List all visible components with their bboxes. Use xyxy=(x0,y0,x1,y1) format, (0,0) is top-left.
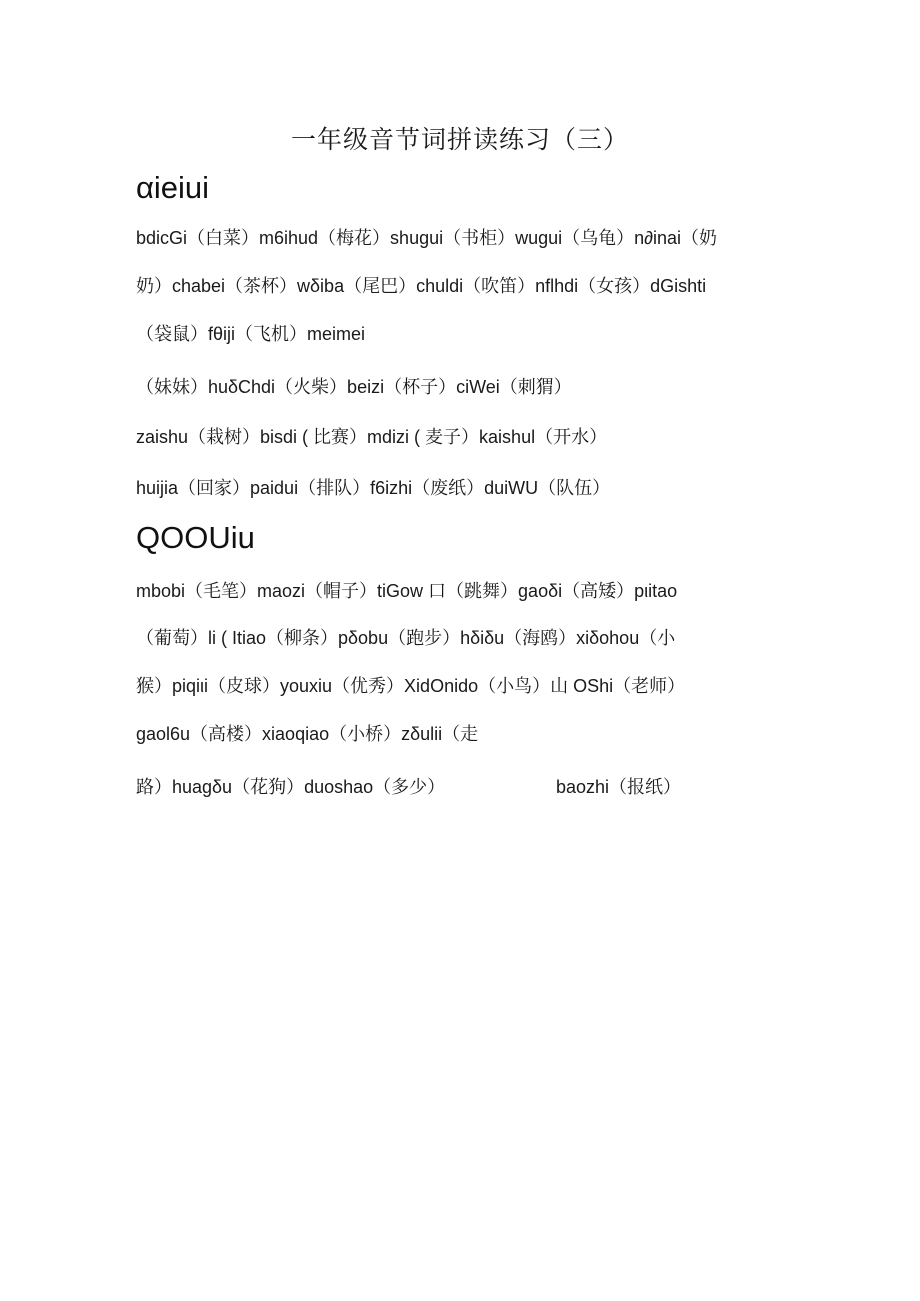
text-line xyxy=(136,374,572,400)
text-line xyxy=(136,321,365,347)
pinyin-word-line: （袋鼠）fθiji（飞机）meimei xyxy=(136,324,366,344)
pinyin-word-line: 奶）chabei（茶杯）wδiba（尾巴）chuldi（吹笛）nflhdi（女孩）dGishti xyxy=(136,276,707,296)
pinyin-word-line: 路）huagδu（花狗）duoshao（多少） xyxy=(136,777,446,797)
page-title: 一年级音节词拼读练习（三） xyxy=(290,125,629,154)
section-heading-ai-ei-ui: αieiui xyxy=(136,170,210,205)
text-line xyxy=(556,774,681,800)
pinyin-word-line: huijia（回家）paidui（排队）f6izhi（废纸）duiWU（队伍） xyxy=(136,478,611,498)
pinyin-word-line: 猴）piqiιi（皮球）youxiu（优秀）XidOnido（小鸟）山 OShi（老师） xyxy=(136,676,686,696)
text-line xyxy=(136,625,675,651)
text-line xyxy=(136,424,607,450)
text-line xyxy=(136,273,706,299)
pinyin-word-line: baozhi（报纸） xyxy=(556,777,682,797)
text-line xyxy=(136,475,610,501)
pinyin-word-line: bdicGi（白菜）m6ihud（梅花）shugui（书柜）wugui（乌龟）n∂inai（奶 xyxy=(136,228,718,248)
pinyin-word-line: gaol6u（高楼）xiaoqiao（小桥）zδulii（走 xyxy=(136,724,479,744)
pinyin-word-line: mbobi（毛笔）maozi（帽子）tiGow 口（跳舞）gaoδi（高矮）pιitao xyxy=(136,581,678,601)
text-line xyxy=(136,721,478,747)
pinyin-word-line: （妹妹）huδChdi（火柴）beizi（杯子）ciWei（刺猬） xyxy=(136,377,572,397)
section-heading-ao-ou-iu: QOOUiu xyxy=(136,520,255,555)
text-line xyxy=(136,774,445,800)
pinyin-word-line: （葡萄）li ( Itiao（柳条）pδobu（跑步）hδiδu（海鸥）xiδohou（小 xyxy=(136,628,676,648)
text-line xyxy=(136,578,677,604)
text-line xyxy=(136,673,685,699)
pinyin-word-line: zaishu（栽树）bisdi ( 比赛）mdizi ( 麦子）kaishul（开水） xyxy=(136,427,608,447)
text-line xyxy=(136,225,717,251)
